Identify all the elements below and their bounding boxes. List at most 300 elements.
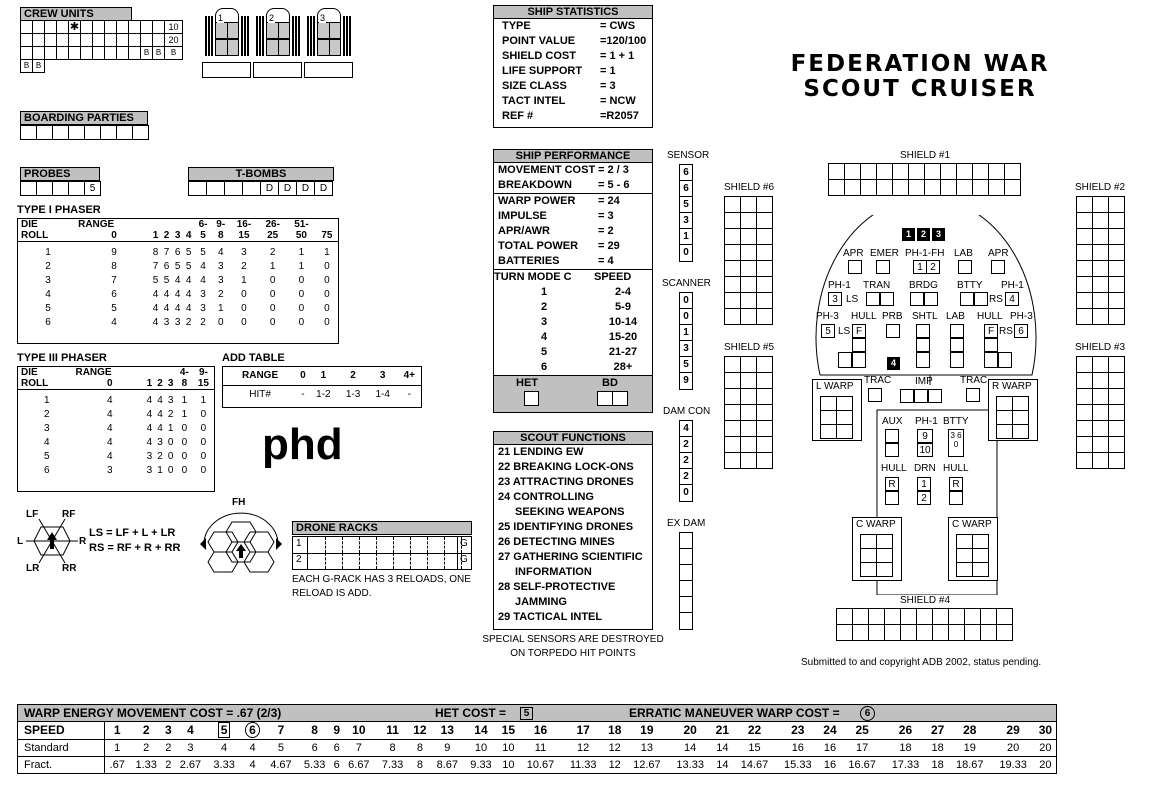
shield-box[interactable]: [741, 405, 757, 421]
hull-f-box[interactable]: F: [984, 324, 998, 338]
shield5-grid[interactable]: [724, 356, 773, 469]
shield-box[interactable]: [1093, 437, 1109, 453]
box[interactable]: [315, 182, 333, 196]
crew-box[interactable]: [105, 34, 117, 47]
shield-box[interactable]: [829, 164, 845, 180]
shield-box[interactable]: [1077, 453, 1093, 469]
track-box[interactable]: [680, 581, 692, 597]
shield-box[interactable]: [1109, 197, 1125, 213]
drone-rack-row[interactable]: [293, 537, 471, 554]
crew-box[interactable]: [165, 21, 183, 34]
shield-box[interactable]: [757, 437, 773, 453]
bd-box-1[interactable]: [597, 391, 613, 406]
crew-box[interactable]: [105, 47, 117, 60]
shield-box[interactable]: [757, 197, 773, 213]
shield-box[interactable]: [1005, 164, 1021, 180]
shield-box[interactable]: [1093, 213, 1109, 229]
box[interactable]: [207, 182, 225, 196]
boarding-parties-grid[interactable]: [20, 125, 149, 140]
shield-box[interactable]: [1109, 213, 1125, 229]
r-warp-grid[interactable]: [996, 396, 1029, 439]
track-box[interactable]: 1: [680, 229, 692, 245]
lab-box[interactable]: [950, 324, 964, 338]
box[interactable]: [53, 182, 69, 196]
scanner-track[interactable]: [679, 292, 693, 390]
shield-box[interactable]: [1077, 373, 1093, 389]
shield-box[interactable]: [901, 625, 917, 641]
crew-box[interactable]: [165, 47, 183, 60]
shield-box[interactable]: [1109, 389, 1125, 405]
shield-box[interactable]: [1109, 229, 1125, 245]
brdg-box-1[interactable]: [910, 292, 924, 306]
drone-slot[interactable]: [428, 537, 445, 553]
drone-slot[interactable]: [428, 553, 445, 569]
crew-box[interactable]: [33, 47, 45, 60]
shield-box[interactable]: [757, 453, 773, 469]
phaser-3-box[interactable]: 3: [828, 292, 842, 306]
tbombs-grid[interactable]: [188, 181, 333, 196]
track-box[interactable]: 6: [680, 181, 692, 197]
shield-box[interactable]: [941, 164, 957, 180]
box[interactable]: [225, 182, 243, 196]
shield-box[interactable]: [1109, 261, 1125, 277]
crew-box[interactable]: [21, 21, 33, 34]
drone-slot[interactable]: [343, 553, 360, 569]
crew-box[interactable]: [153, 34, 165, 47]
impulse-box[interactable]: [900, 389, 914, 403]
shield-box[interactable]: [837, 625, 853, 641]
shield-box[interactable]: [1109, 421, 1125, 437]
shield-box[interactable]: [917, 609, 933, 625]
c-warp-left-grid[interactable]: [860, 534, 893, 577]
hull-f-box[interactable]: F: [852, 324, 866, 338]
crew-box[interactable]: [141, 47, 153, 60]
track-box[interactable]: 9: [683, 375, 689, 386]
tractor-box[interactable]: [868, 388, 882, 402]
shield-box[interactable]: [861, 180, 877, 196]
shield-box[interactable]: [1093, 197, 1109, 213]
track-box[interactable]: [680, 597, 692, 613]
crew-units-grid[interactable]: [20, 20, 183, 73]
track-box[interactable]: [680, 613, 692, 629]
crew-box[interactable]: [81, 21, 93, 34]
box[interactable]: [117, 126, 133, 140]
shield-box[interactable]: [941, 180, 957, 196]
shield-box[interactable]: [1109, 293, 1125, 309]
crew-box[interactable]: [45, 47, 57, 60]
drone-slot[interactable]: [394, 553, 411, 569]
shield-box[interactable]: [741, 421, 757, 437]
shield-box[interactable]: [869, 625, 885, 641]
shield-box[interactable]: [741, 389, 757, 405]
shield-box[interactable]: [893, 180, 909, 196]
shield-box[interactable]: [861, 164, 877, 180]
shield-box[interactable]: [757, 389, 773, 405]
phaser-10-box[interactable]: 10: [917, 443, 933, 457]
probe-box[interactable]: [886, 324, 900, 338]
lab-box[interactable]: [950, 352, 964, 368]
track-box[interactable]: 0: [683, 487, 689, 498]
shield-box[interactable]: [725, 373, 741, 389]
shield-box[interactable]: [997, 609, 1013, 625]
crew-box[interactable]: [129, 21, 141, 34]
shuttle-box[interactable]: [916, 352, 930, 368]
drone-slot[interactable]: [411, 553, 428, 569]
track-box[interactable]: 2: [680, 437, 692, 453]
shield-box[interactable]: [1005, 180, 1021, 196]
shield-box[interactable]: [741, 197, 757, 213]
box[interactable]: [69, 126, 85, 140]
drone-slot[interactable]: [394, 537, 411, 553]
crew-box[interactable]: [81, 34, 93, 47]
track-box[interactable]: 5: [680, 357, 692, 373]
shield-box[interactable]: [725, 437, 741, 453]
phaser-9-box[interactable]: 9: [917, 429, 933, 443]
shield-box[interactable]: [901, 609, 917, 625]
track-box[interactable]: 3: [680, 341, 692, 357]
shield-box[interactable]: [1109, 277, 1125, 293]
track-box[interactable]: 0: [683, 247, 689, 258]
phaser-fh-box-1[interactable]: 1: [913, 260, 927, 274]
box[interactable]: [85, 126, 101, 140]
impulse-box[interactable]: [914, 389, 928, 403]
aux-box[interactable]: [885, 429, 899, 443]
drone-slot[interactable]: [309, 553, 326, 569]
shield-box[interactable]: [885, 609, 901, 625]
shield-box[interactable]: [957, 164, 973, 180]
shield-box[interactable]: [1077, 229, 1093, 245]
drone-slot[interactable]: [360, 553, 377, 569]
impulse-box[interactable]: [928, 389, 942, 403]
hull-r-box[interactable]: R: [949, 477, 963, 491]
shield-box[interactable]: [1093, 373, 1109, 389]
crew-box[interactable]: [21, 60, 33, 73]
shield-box[interactable]: [909, 180, 925, 196]
shield4-grid[interactable]: [836, 608, 1013, 641]
shield-box[interactable]: [725, 245, 741, 261]
crew-box[interactable]: [117, 34, 129, 47]
shield-box[interactable]: [741, 245, 757, 261]
het-box[interactable]: [524, 391, 539, 406]
shield-box[interactable]: [1109, 373, 1125, 389]
shield-box[interactable]: [1077, 277, 1093, 293]
box[interactable]: [69, 182, 85, 196]
shield-box[interactable]: [725, 197, 741, 213]
c-warp-right-grid[interactable]: [956, 534, 989, 577]
shield-box[interactable]: [741, 261, 757, 277]
box[interactable]: [21, 182, 37, 196]
track-box[interactable]: 1: [680, 325, 692, 341]
probes-grid[interactable]: [20, 181, 101, 196]
shield1-grid[interactable]: [828, 163, 1021, 196]
box[interactable]: [101, 126, 117, 140]
shield-box[interactable]: [741, 229, 757, 245]
shield-box[interactable]: [837, 609, 853, 625]
shield-box[interactable]: [725, 293, 741, 309]
crew-box[interactable]: [93, 34, 105, 47]
shield-box[interactable]: [725, 357, 741, 373]
hull-box[interactable]: [998, 352, 1012, 368]
shield-box[interactable]: [725, 277, 741, 293]
drone-slot[interactable]: [309, 537, 326, 553]
shield-box[interactable]: [1077, 389, 1093, 405]
shield-box[interactable]: [1093, 229, 1109, 245]
sensor-track[interactable]: [679, 164, 693, 262]
crew-box[interactable]: [93, 47, 105, 60]
shield-box[interactable]: [1077, 405, 1093, 421]
shield-box[interactable]: [1077, 437, 1093, 453]
crew-alt-box[interactable]: [202, 62, 251, 78]
box[interactable]: [37, 182, 53, 196]
tran-box-1[interactable]: [866, 292, 880, 306]
shield-box[interactable]: [877, 180, 893, 196]
shield-box[interactable]: [1093, 245, 1109, 261]
shield-box[interactable]: [917, 625, 933, 641]
lab-box[interactable]: [958, 260, 972, 274]
drone-slot[interactable]: [343, 537, 360, 553]
apr-box-left[interactable]: [848, 260, 862, 274]
crew-box[interactable]: [57, 34, 69, 47]
hull-box[interactable]: [885, 491, 899, 505]
shield-box[interactable]: [1093, 453, 1109, 469]
shield-box[interactable]: [973, 164, 989, 180]
hull-box[interactable]: [852, 352, 866, 368]
crew-box[interactable]: [105, 21, 117, 34]
shield-box[interactable]: [757, 293, 773, 309]
bd-box-2[interactable]: [612, 391, 628, 406]
crew-box[interactable]: [141, 34, 153, 47]
shield-box[interactable]: [1077, 197, 1093, 213]
track-box[interactable]: 2: [680, 469, 692, 485]
hull-box[interactable]: [984, 338, 998, 352]
shield-box[interactable]: [1093, 421, 1109, 437]
crew-box[interactable]: [141, 21, 153, 34]
track-box[interactable]: 2: [680, 453, 692, 469]
crew-box[interactable]: [33, 21, 45, 34]
shield-box[interactable]: [741, 309, 757, 325]
shield-box[interactable]: [1093, 357, 1109, 373]
crew-box[interactable]: [117, 21, 129, 34]
shield-box[interactable]: [757, 421, 773, 437]
tran-box-2[interactable]: [880, 292, 894, 306]
crew-box[interactable]: [129, 34, 141, 47]
shield2-grid[interactable]: [1076, 196, 1125, 325]
crew-alt-box[interactable]: [304, 62, 353, 78]
btty-box-1[interactable]: [960, 292, 974, 306]
drone-slot[interactable]: [377, 553, 394, 569]
hull-box[interactable]: [949, 491, 963, 505]
shield-box[interactable]: [925, 180, 941, 196]
box[interactable]: [261, 182, 279, 196]
shield-box[interactable]: [725, 421, 741, 437]
shield-box[interactable]: [725, 261, 741, 277]
shield-box[interactable]: [1093, 389, 1109, 405]
phaser-4-box[interactable]: 4: [1005, 292, 1019, 306]
shield-box[interactable]: [965, 609, 981, 625]
shield-box[interactable]: [989, 180, 1005, 196]
shield-box[interactable]: [981, 625, 997, 641]
track-box[interactable]: 4: [680, 421, 692, 437]
shield-box[interactable]: [1093, 261, 1109, 277]
shuttle-box[interactable]: [916, 324, 930, 338]
l-warp-grid[interactable]: [820, 396, 853, 439]
crew-box[interactable]: ✱: [69, 21, 80, 33]
aux-box[interactable]: [885, 443, 899, 457]
crew-box[interactable]: [81, 47, 93, 60]
shield-box[interactable]: [1109, 309, 1125, 325]
crew-box[interactable]: [45, 34, 57, 47]
shield-box[interactable]: [989, 164, 1005, 180]
drone-rack-row[interactable]: [293, 553, 471, 569]
shield-box[interactable]: [725, 453, 741, 469]
shield-box[interactable]: [1077, 309, 1093, 325]
drone-slot[interactable]: [377, 537, 394, 553]
shield-box[interactable]: [1093, 277, 1109, 293]
shield-box[interactable]: [1077, 357, 1093, 373]
shield-box[interactable]: [957, 180, 973, 196]
tractor-box[interactable]: [966, 388, 980, 402]
crew-box[interactable]: [69, 47, 81, 60]
shield-box[interactable]: [1077, 421, 1093, 437]
shield-box[interactable]: [1109, 357, 1125, 373]
brdg-box-2[interactable]: [924, 292, 938, 306]
shield-box[interactable]: [741, 293, 757, 309]
shield-box[interactable]: [741, 357, 757, 373]
shield-box[interactable]: [725, 309, 741, 325]
crew-box[interactable]: [33, 60, 45, 73]
shield-box[interactable]: [757, 277, 773, 293]
track-box[interactable]: 6: [680, 165, 692, 181]
track-box[interactable]: 0: [680, 309, 692, 325]
shield-box[interactable]: [965, 625, 981, 641]
drone-2-box[interactable]: 2: [917, 491, 931, 505]
shield-box[interactable]: [757, 245, 773, 261]
shield-box[interactable]: [757, 373, 773, 389]
box[interactable]: [133, 126, 149, 140]
btty-box-2[interactable]: [974, 292, 988, 306]
shield-box[interactable]: [1077, 213, 1093, 229]
crew-box[interactable]: [129, 47, 141, 60]
box[interactable]: [243, 182, 261, 196]
shield-box[interactable]: [741, 453, 757, 469]
shield-box[interactable]: [757, 405, 773, 421]
apr-box-right[interactable]: [991, 260, 1005, 274]
exdam-track[interactable]: [679, 532, 693, 630]
shield-box[interactable]: [1077, 293, 1093, 309]
track-box[interactable]: 0: [680, 293, 692, 309]
box[interactable]: [21, 126, 37, 140]
crew-box[interactable]: [153, 47, 165, 60]
shield-box[interactable]: [925, 164, 941, 180]
shield-box[interactable]: [741, 277, 757, 293]
crew-box[interactable]: [33, 34, 45, 47]
shield-box[interactable]: [725, 213, 741, 229]
shield-box[interactable]: [829, 180, 845, 196]
shield-box[interactable]: [725, 229, 741, 245]
crew-box[interactable]: [117, 47, 129, 60]
shield-box[interactable]: [933, 625, 949, 641]
track-box[interactable]: [680, 549, 692, 565]
phaser-fh-box-2[interactable]: 2: [926, 260, 940, 274]
box[interactable]: [297, 182, 315, 196]
shield-box[interactable]: [1077, 245, 1093, 261]
shield-box[interactable]: [845, 164, 861, 180]
crew-box[interactable]: [93, 21, 105, 34]
crew-box[interactable]: [21, 34, 33, 47]
shield-box[interactable]: [981, 609, 997, 625]
shield-box[interactable]: [741, 437, 757, 453]
shield-box[interactable]: [725, 405, 741, 421]
hull-box[interactable]: [984, 352, 998, 368]
drone-racks[interactable]: [292, 536, 472, 570]
shield-box[interactable]: [885, 625, 901, 641]
crew-box[interactable]: [21, 47, 33, 60]
battery-box[interactable]: 3 6 0: [948, 429, 964, 457]
track-box[interactable]: 5: [680, 197, 692, 213]
box[interactable]: [279, 182, 297, 196]
track-box[interactable]: [680, 533, 692, 549]
shield6-grid[interactable]: [724, 196, 773, 325]
shield-box[interactable]: [853, 625, 869, 641]
shield-box[interactable]: [1093, 405, 1109, 421]
shield-box[interactable]: [877, 164, 893, 180]
shield-box[interactable]: [997, 625, 1013, 641]
shield-box[interactable]: [757, 357, 773, 373]
track-box[interactable]: 3: [680, 213, 692, 229]
shield-box[interactable]: [933, 609, 949, 625]
box[interactable]: [53, 126, 69, 140]
crew-box[interactable]: [165, 34, 183, 47]
box[interactable]: [37, 126, 53, 140]
shield3-grid[interactable]: [1076, 356, 1125, 469]
crew-alt-box[interactable]: [253, 62, 302, 78]
shield-box[interactable]: [1109, 245, 1125, 261]
shield-box[interactable]: [1077, 261, 1093, 277]
shield-box[interactable]: [1109, 437, 1125, 453]
hull-r-box[interactable]: R: [885, 477, 899, 491]
shield-box[interactable]: [869, 609, 885, 625]
shield-box[interactable]: [741, 213, 757, 229]
drone-slot[interactable]: [411, 537, 428, 553]
crew-box[interactable]: [57, 47, 69, 60]
hull-box[interactable]: [838, 352, 852, 368]
phaser-6-box[interactable]: 6: [1014, 324, 1028, 338]
emer-box[interactable]: [876, 260, 890, 274]
box[interactable]: [189, 182, 207, 196]
crew-box[interactable]: [45, 21, 57, 34]
shuttle-box[interactable]: [916, 338, 930, 352]
drone-1-box[interactable]: 1: [917, 477, 931, 491]
track-box[interactable]: [680, 565, 692, 581]
crew-box[interactable]: [153, 21, 165, 34]
damcon-track[interactable]: [679, 420, 693, 502]
drone-slot[interactable]: [326, 537, 343, 553]
shield-box[interactable]: [845, 180, 861, 196]
crew-box[interactable]: [57, 21, 69, 34]
box[interactable]: [85, 182, 101, 196]
drone-slot[interactable]: [360, 537, 377, 553]
shield-box[interactable]: [893, 164, 909, 180]
shield-box[interactable]: [757, 261, 773, 277]
hull-box[interactable]: [852, 338, 866, 352]
crew-box[interactable]: [69, 34, 81, 47]
shield-box[interactable]: [1109, 453, 1125, 469]
shield-box[interactable]: [949, 609, 965, 625]
shield-box[interactable]: [949, 625, 965, 641]
shield-box[interactable]: [725, 389, 741, 405]
shield-box[interactable]: [741, 373, 757, 389]
shield-box[interactable]: [1109, 405, 1125, 421]
